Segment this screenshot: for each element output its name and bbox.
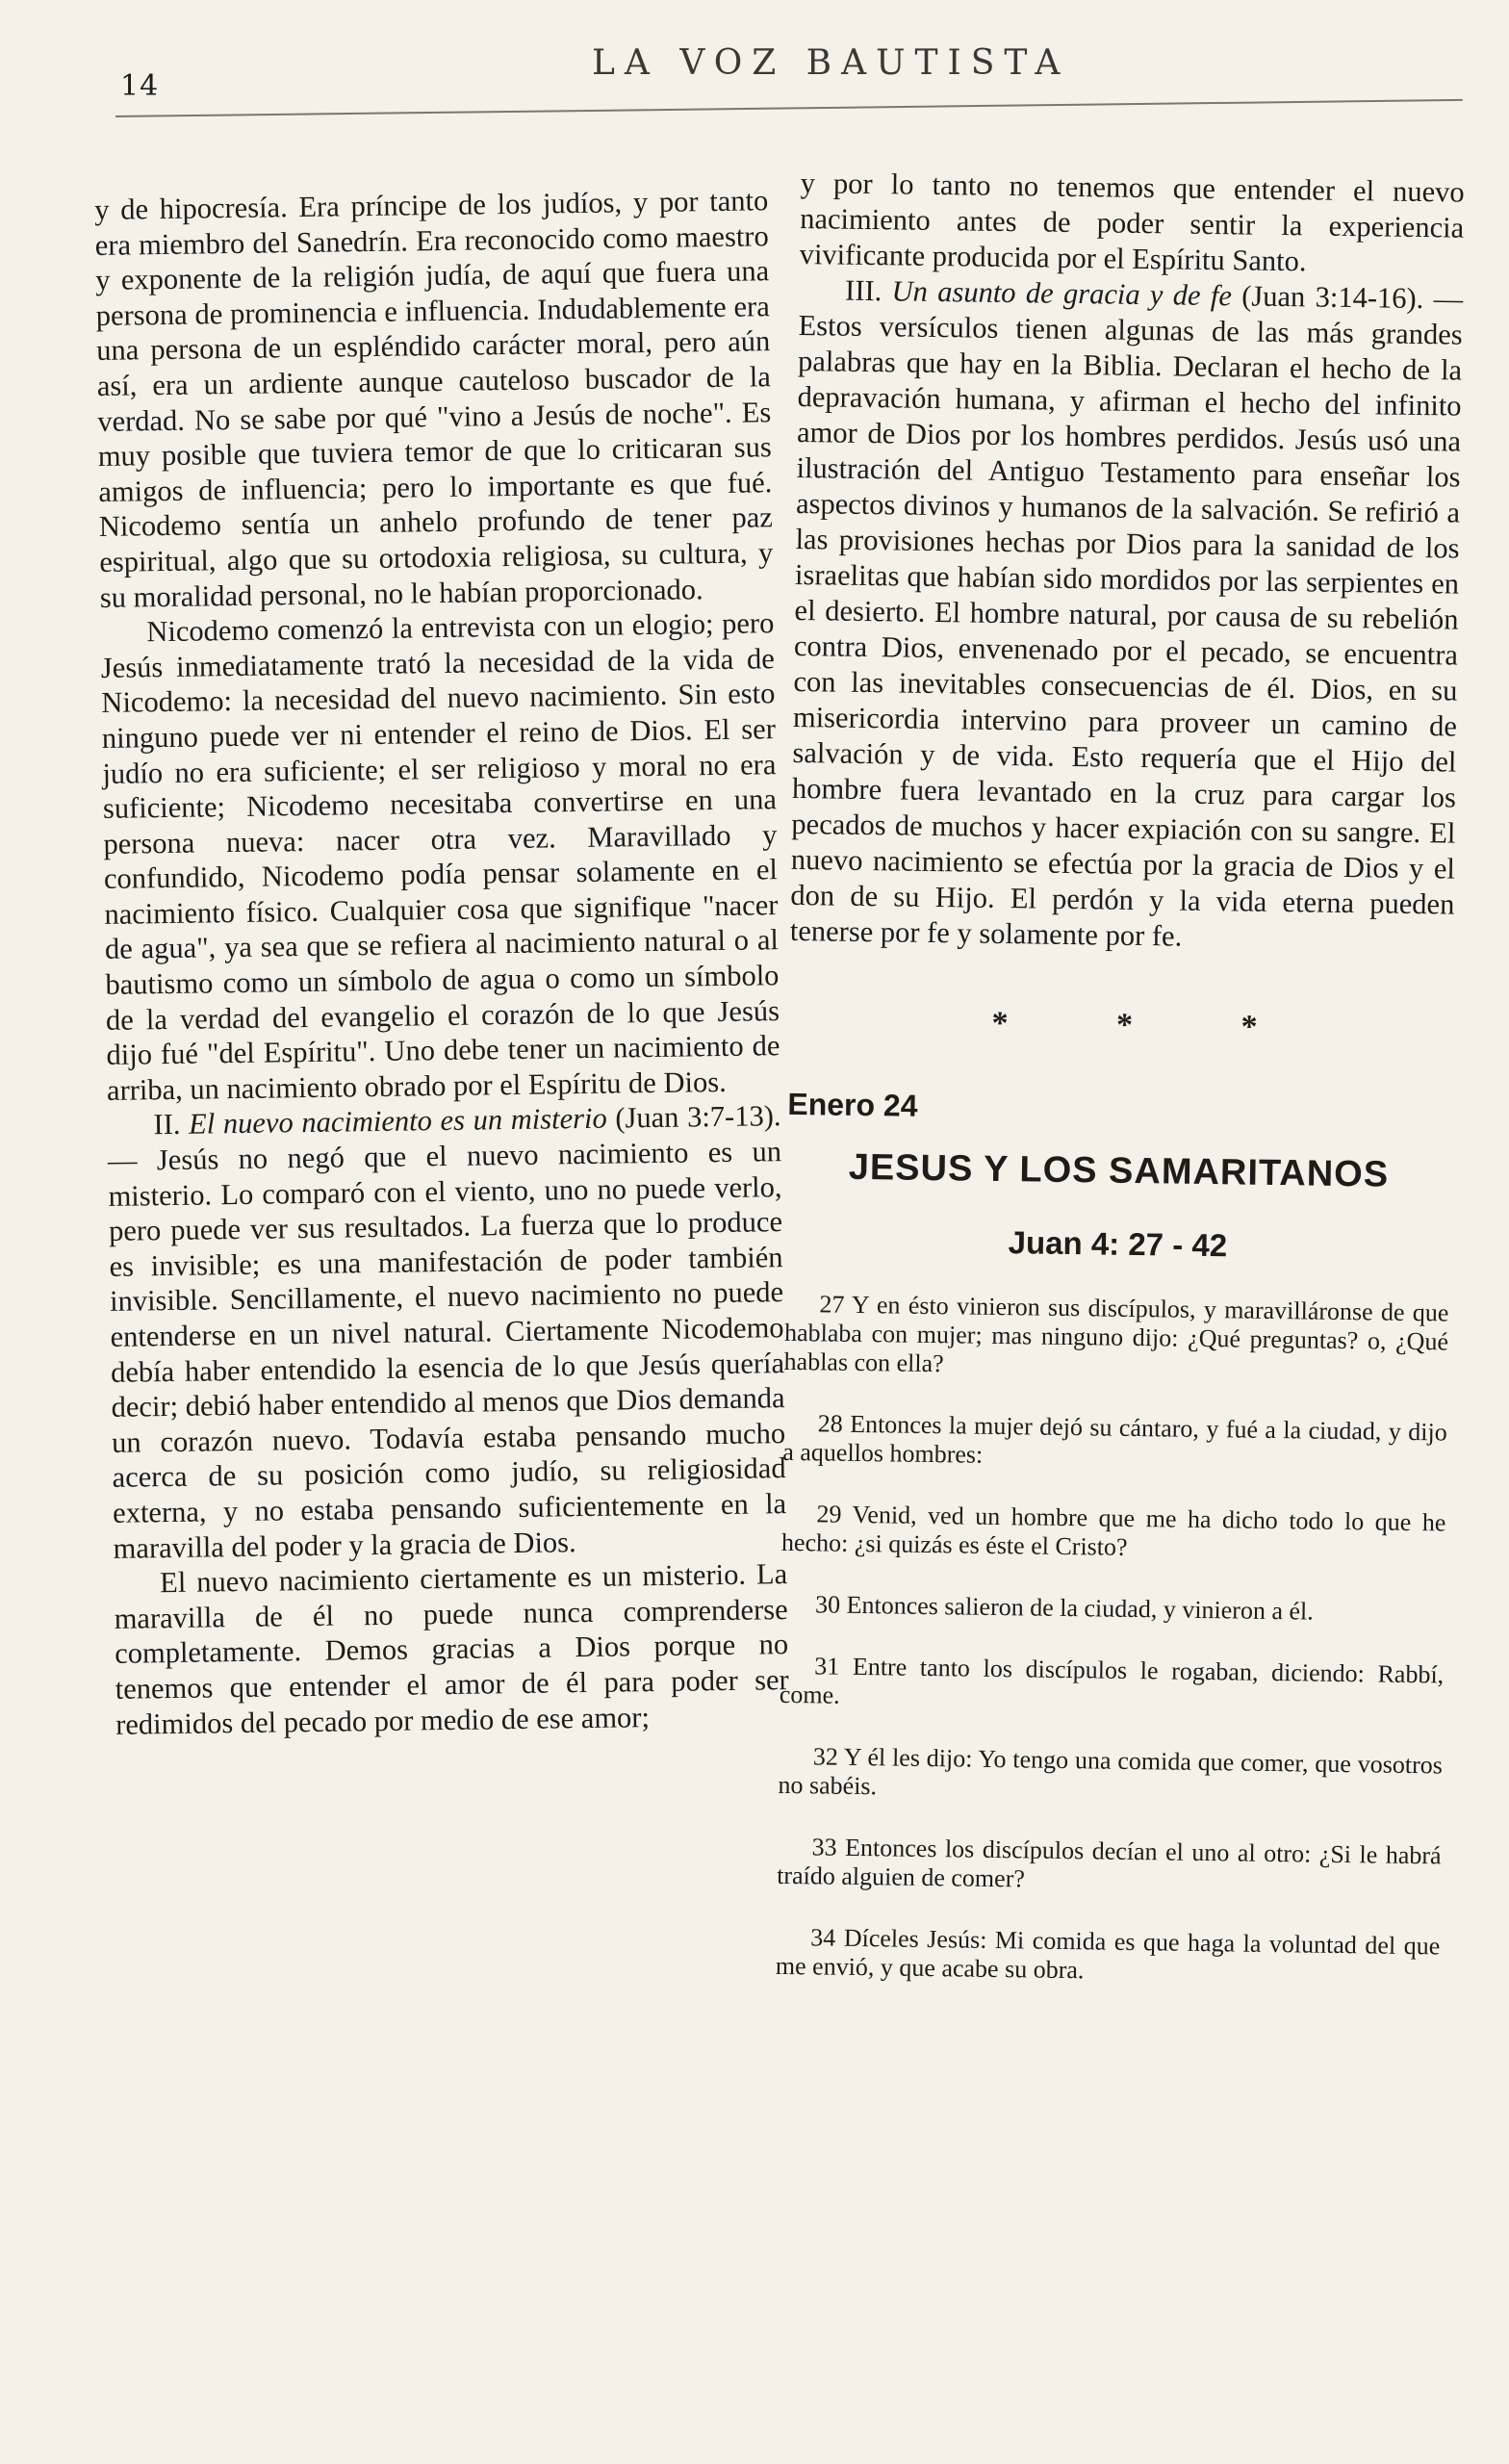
right-column <box>775 166 1465 2022</box>
header-rule <box>115 99 1463 117</box>
section-heading: Un asunto de gracia y de fe <box>891 274 1233 313</box>
page-number: 14 <box>120 69 160 103</box>
lesson-date: Enero 24 <box>787 1086 918 1123</box>
section-number: III. <box>844 273 882 308</box>
verse-text: Entonces salieron de la ciudad, y vinieron a él. <box>846 1590 1314 1626</box>
verse-text: Díceles Jesús: Mi comida es que haga la voluntad del que me envió, y que acabe su obra. <box>775 1923 1441 1985</box>
paragraph: y de hipocresía. Era príncipe de los judíos, y por tanto era miembro del Sanedrín. Era reconocido como maestro y exponente de la religión judía, de aquí que fuera una persona de prominencia e influencia. Indudablemente era una persona de un espléndido carácter moral, pero aún así, era un ardiente aunque cauteloso buscador de la verdad. No se sabe por qué "vino a Jesús de noche". Es muy posible que tuviera temor de que lo criticaran sus amigos de influencia; pero lo importante es que fué. Nicodemo sentía un anhelo profundo de tener paz espiritual, algo que su ortodoxia religiosa, su cultura, y su moralidad personal, no le habían proporcionado. <box>94 184 774 614</box>
verse-text: Y en ésto vinieron sus discípulos, y maravilláronse de que hablaba con mujer; mas ninguno dijo: ¿Qué preguntas? o, ¿Qué hablas con ella? <box>783 1290 1449 1378</box>
section-paragraph <box>790 272 1464 959</box>
verse-text: Entonces la mujer dejó su cántaro, y fué a la ciudad, y dijo a aquellos hombres: <box>782 1409 1447 1469</box>
verse-number: 27 <box>819 1290 845 1319</box>
verse <box>782 1409 1447 1476</box>
verse-number: 32 <box>812 1742 839 1771</box>
section-heading: El nuevo nacimiento es un misterio <box>188 1102 607 1142</box>
verse-text: Entonces los discípulos decían el uno al otro: ¿Si le habrá traído alguien de comer? <box>776 1833 1442 1893</box>
section-number: II. <box>153 1108 181 1142</box>
section-text: (Juan 3:7-13). — Jesús no negó que el nuevo nacimiento es un misterio. Lo comparó con el viento, uno no puede verlo, pero puede ver sus resultados. La fuerza que lo produce es invisible; es una manifestación de poder también invisible. Sencillamente, el nuevo nacimiento no puede entenderse en un nivel natural. Ciertamente Nicodemo debía haber entendido la esencia de lo que Jesús quería decir; debió haber entendido al menos que Dios demanda un corazón nuevo. Todavía estaba pensando mucho acerca de su posición como judío, su religiosidad externa, y no estaba pensando suficientemente en la maravilla del poder y la gracia de Dios. <box>107 1099 787 1565</box>
page-header <box>0 0 1509 144</box>
verse <box>780 1590 1445 1629</box>
verse-number: 28 <box>817 1409 843 1438</box>
paragraph: El nuevo nacimiento ciertamente es un misterio. La maravilla de él no puede nunca comprenderse completamente. Demos gracias a Dios porque no tenemos que entender el amor de él para poder ser redimidos del pecado por medio de ese amor; <box>114 1557 789 1741</box>
lesson-title: JESUS Y LOS SAMARITANOS <box>848 1146 1390 1195</box>
verse-text: Y él les dijo: Yo tengo una comida que comer, que vosotros no sabéis. <box>778 1742 1444 1801</box>
verse <box>780 1652 1445 1719</box>
verse-number: 34 <box>810 1923 836 1952</box>
section-paragraph <box>107 1099 787 1566</box>
paragraph: Nicodemo comenzó la entrevista con un elogio; pero Jesús inmediatamente trató la necesidad de la vida de Nicodemo: la necesidad del nuevo nacimiento. Sin esto ninguno puede ver ni entender el reino de Dios. El ser judío no era suficiente; el ser religioso y moral no era suficiente; Nicodemo necesitaba convertirse en una persona nueva: nacer otra vez. Maravillado y confundido, Nicodemo podía pensar solamente en el nacimiento físico. Cualquier cosa que signifique "nacer de agua", ya sea que se refiera al nacimiento natural o al bautismo como un símbolo de agua o como un símbolo de la verdad del evangelio el corazón de lo que Jesús dijo fué "del Espíritu". Uno debe tener un nacimiento de arriba, un nacimiento obrado por el Espíritu de Dios. <box>100 606 780 1107</box>
paragraph: y por lo tanto no tenemos que entender el nuevo nacimiento antes de poder sentir la experiencia vivificante producida por el Espíritu Santo. <box>799 166 1465 278</box>
verse-number: 29 <box>816 1500 842 1528</box>
verse <box>776 1923 1441 1990</box>
verse-text: Venid, ved un hombre que me ha dicho todo lo que he hecho: ¿si quizás es éste el Cristo? <box>780 1500 1446 1561</box>
verse-number: 31 <box>814 1652 840 1681</box>
verse-list <box>776 1290 1449 1990</box>
verse <box>783 1290 1448 1386</box>
verse <box>777 1833 1442 1900</box>
running-title: LA VOZ BAUTISTA <box>592 43 1070 83</box>
verse-number: 33 <box>811 1833 837 1861</box>
section-text: (Juan 3:14-16). — Estos versículos tienen algunas de las más grandes palabras que hay en la Biblia. Declaran el hecho de la depravación humana, y afirman el hecho del infinito amor de Dios por los hombres perdidos. Jesús usó una ilustración del Antiguo Testamento para enseñar los aspectos divinos y humanos de la salvación. Se refirió a las provisiones hechas por Dios para la sanidad de los israelitas que habían sido mordidos por las serpientes en el desierto. El hombre natural, por causa de su rebelión contra Dios, envenenado por el pecado, se encuentra con las inevitables consecuencias de él. Dios, en su misericordia intervino para proveer un camino de salvación y de vida. Esto requería que el Hijo del hombre fuera levantado en la cruz para cargar los pecados de muchos y hacer expiación con su sangre. El nuevo nacimiento se efectúa por la gracia de Dios y el don de su Hijo. El perdón y la vida eterna pueden tenerse por fe y solamente por fe. <box>789 279 1464 953</box>
scripture-reference: Juan 4: 27 - 42 <box>1008 1224 1228 1264</box>
left-column <box>94 183 789 1742</box>
verse <box>778 1742 1443 1810</box>
verse-number: 30 <box>814 1590 841 1619</box>
verse <box>781 1500 1446 1567</box>
section-separator: * * * <box>991 1005 1308 1046</box>
verse-text: Entre tanto los discípulos le rogaban, diciendo: Rabbí, come. <box>779 1652 1445 1709</box>
